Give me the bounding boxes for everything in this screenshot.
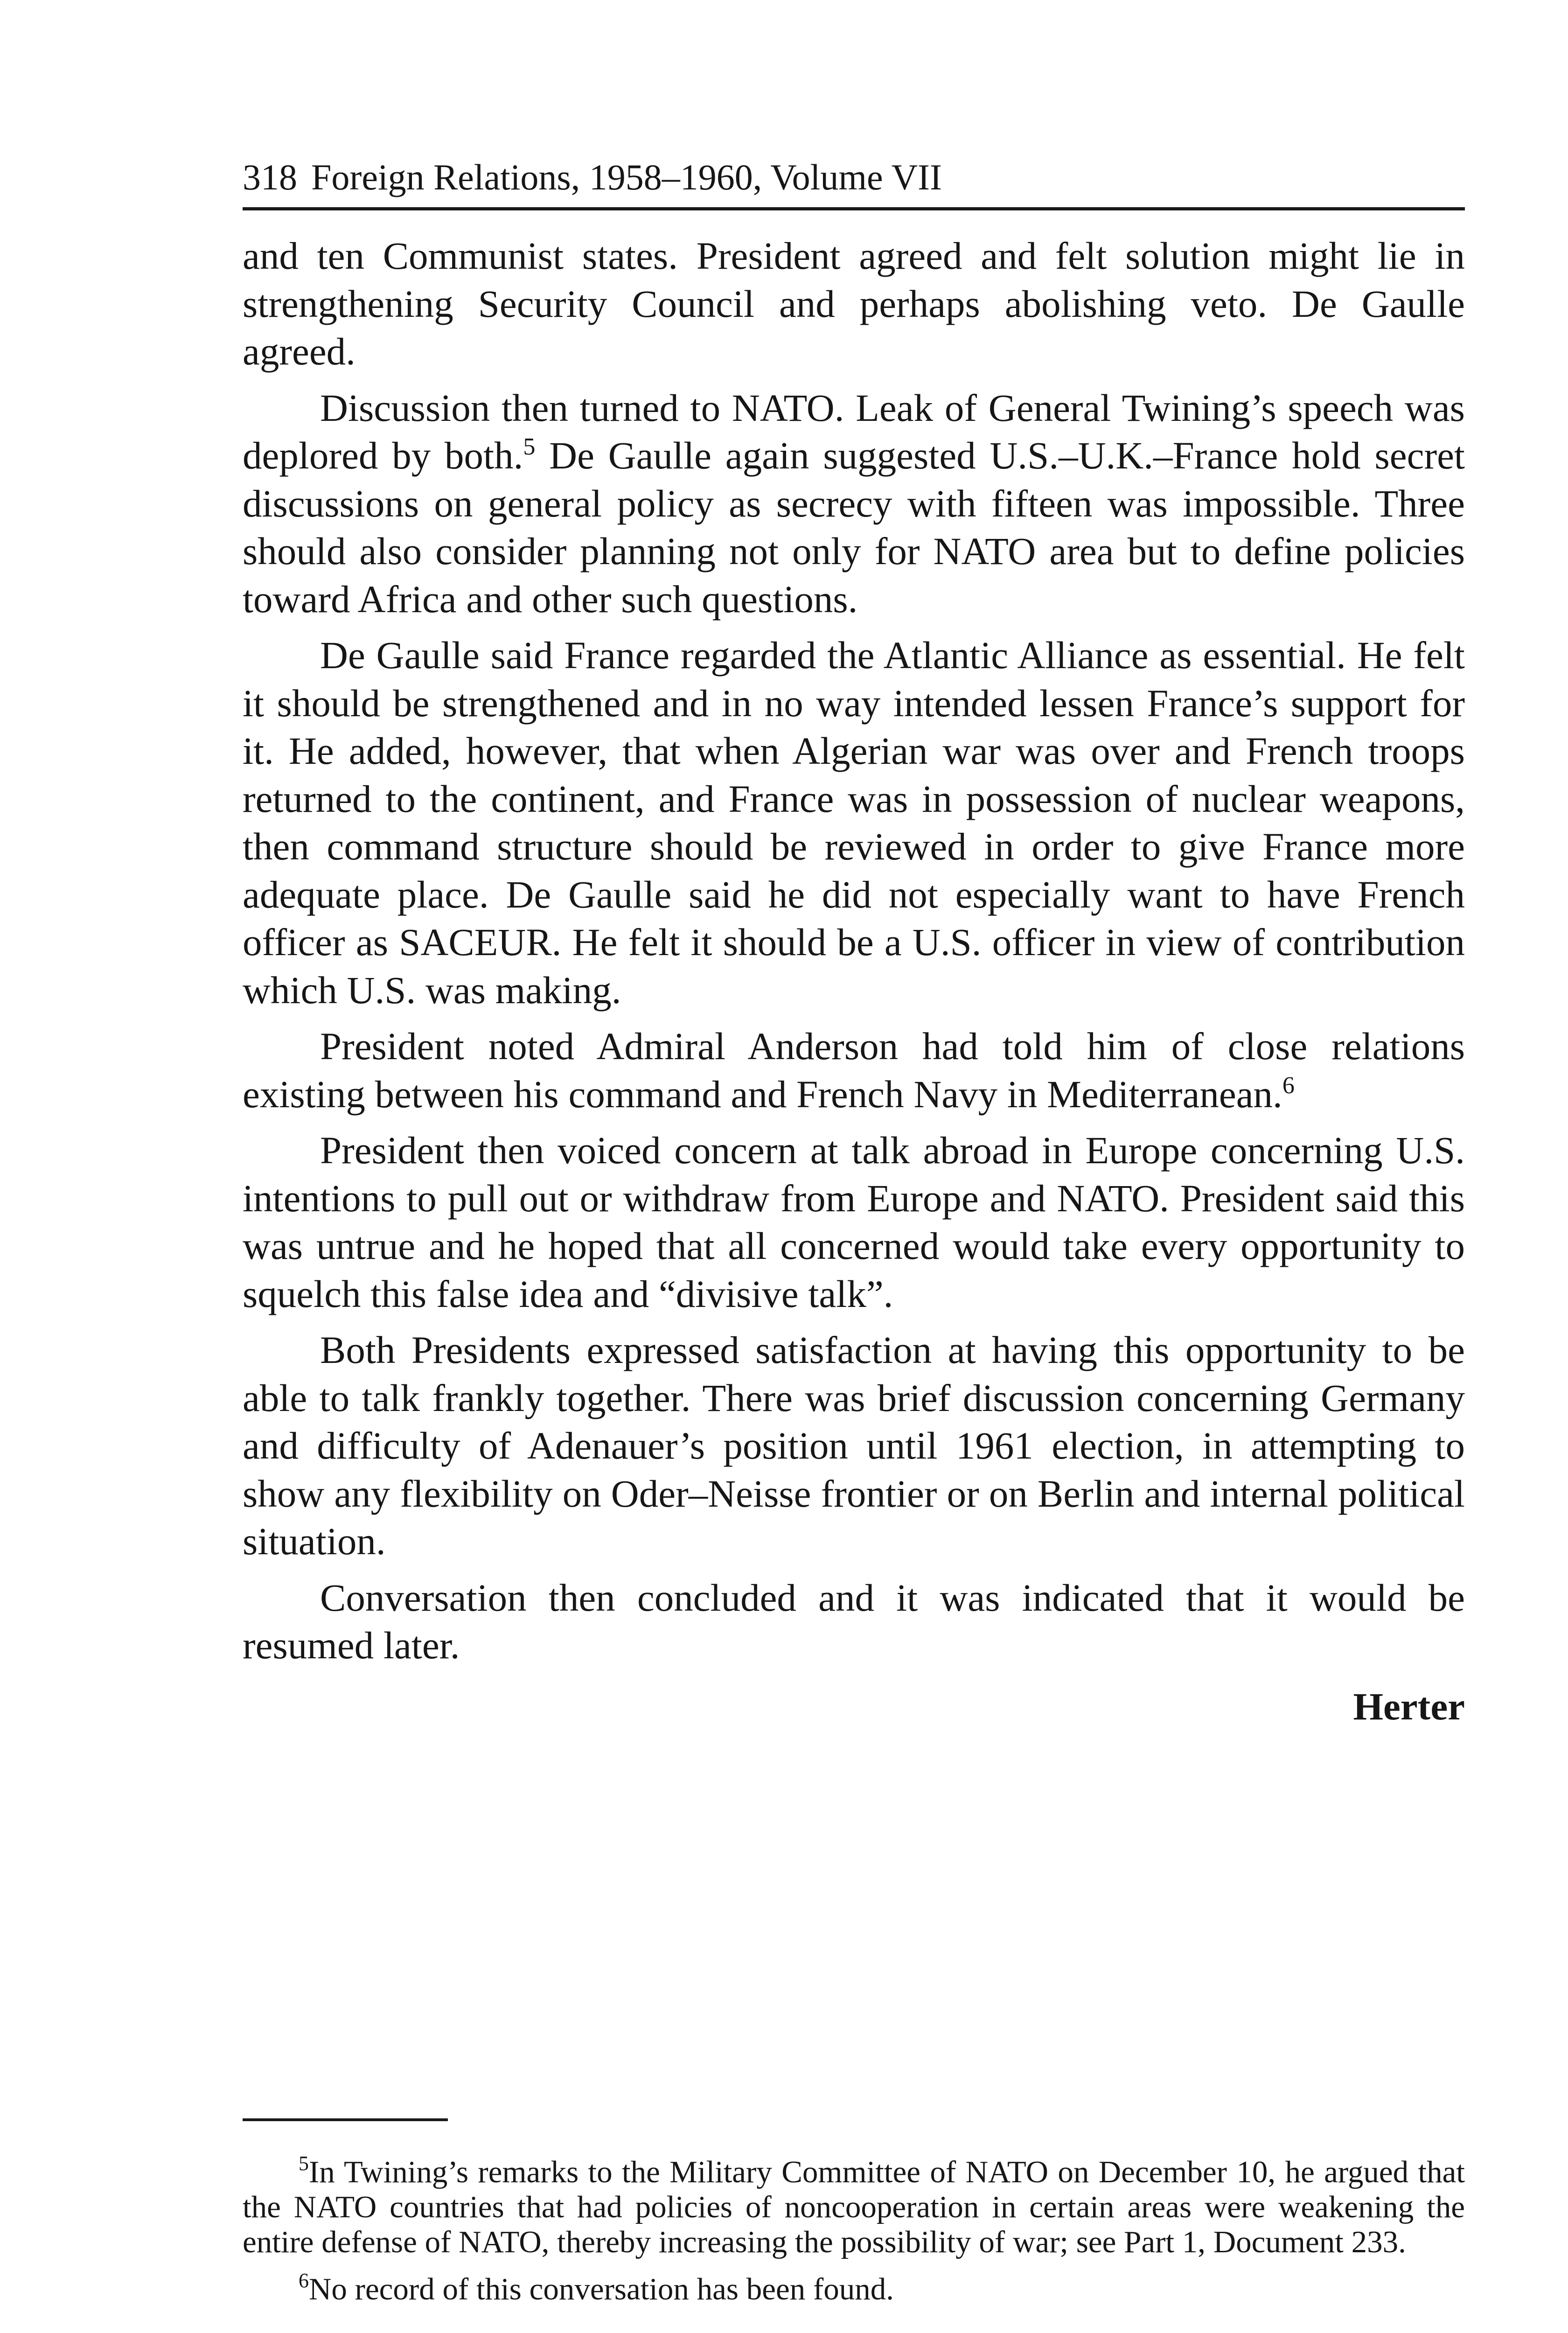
paragraph-1: and ten Communist states. President agreed and felt solution might lie in strengthening Security Council and perhaps abolishing veto. De Gaulle agreed.	[243, 234, 1465, 373]
paragraph-2-text-a: Discussion then turned to NATO. Leak of General Twining’s speech was deplored by both.	[243, 386, 1465, 477]
signature: Herter	[1353, 1684, 1465, 1728]
paragraph-7: Conversation then concluded and it was indicated that it would be resumed later.	[243, 1576, 1465, 1667]
paragraph-2-text-b: De Gaulle again suggested U.S.–U.K.–France hold secret discussions on general policy as secrecy with fifteen was impossible. Three should also consider planning not only for NATO area but to define policies toward Africa and other such questions.	[243, 434, 1465, 621]
running-head	[243, 154, 1465, 210]
footnote-5-number: 5	[299, 2152, 309, 2175]
paragraph-5: President then voiced concern at talk abroad in Europe concerning U.S. intentions to pull out or withdraw from Europe and NATO. President said this was untrue and he hoped that all concerned would take every opportunity to squelch this false idea and “divisive talk”.	[243, 1129, 1465, 1315]
paragraph-4	[243, 1022, 1465, 1118]
body-text	[243, 232, 1465, 1730]
footnote-6-text: No record of this conversation has been found.	[309, 2272, 894, 2306]
footnote-6	[243, 2269, 1465, 2307]
paragraph-6: Both Presidents expressed satisfaction at having this opportunity to be able to talk frankly together. There was brief discussion concerning Germany and difficulty of Adenauer’s position until 1961 election, in attempting to show any flexibility on Oder–Neisse frontier or on Berlin and internal political situation.	[243, 1328, 1465, 1563]
footnote-5-text: In Twining’s remarks to the Military Committee of NATO on December 10, he argued that the NATO countries that had policies of noncooperation in certain areas were weakening the entire defense of NATO, thereby increasing the possibility of war; see Part 1, Document 233.	[243, 2155, 1465, 2259]
paragraph-3: De Gaulle said France regarded the Atlantic Alliance as essential. He felt it should be strengthened and in no way intended lessen France’s support for it. He added, however, that when Algerian war was over and French troops returned to the continent, and France was in possession of nuclear weapons, then command structure should be reviewed in order to give France more adequate place. De Gaulle said he did not especially want to have French officer as SACEUR. He felt it should be a U.S. officer in view of contribution which U.S. was making.	[243, 634, 1465, 1012]
footnote-6-number: 6	[299, 2269, 309, 2292]
paragraph-2	[243, 384, 1465, 623]
running-title: Foreign Relations, 1958–1960, Volume VII	[311, 157, 942, 197]
footnote-5	[243, 2152, 1465, 2260]
footnote-rule	[243, 2118, 448, 2121]
page-number: 318	[243, 157, 297, 197]
footnotes	[243, 2118, 1465, 2319]
footnote-ref-6[interactable]: 6	[1282, 1072, 1295, 1099]
footnote-ref-5[interactable]: 5	[523, 433, 536, 460]
paragraph-4-text: President noted Admiral Anderson had told him of close relations existing between his command and French Navy in Mediterranean.	[243, 1025, 1465, 1116]
document-page	[243, 154, 1465, 1730]
